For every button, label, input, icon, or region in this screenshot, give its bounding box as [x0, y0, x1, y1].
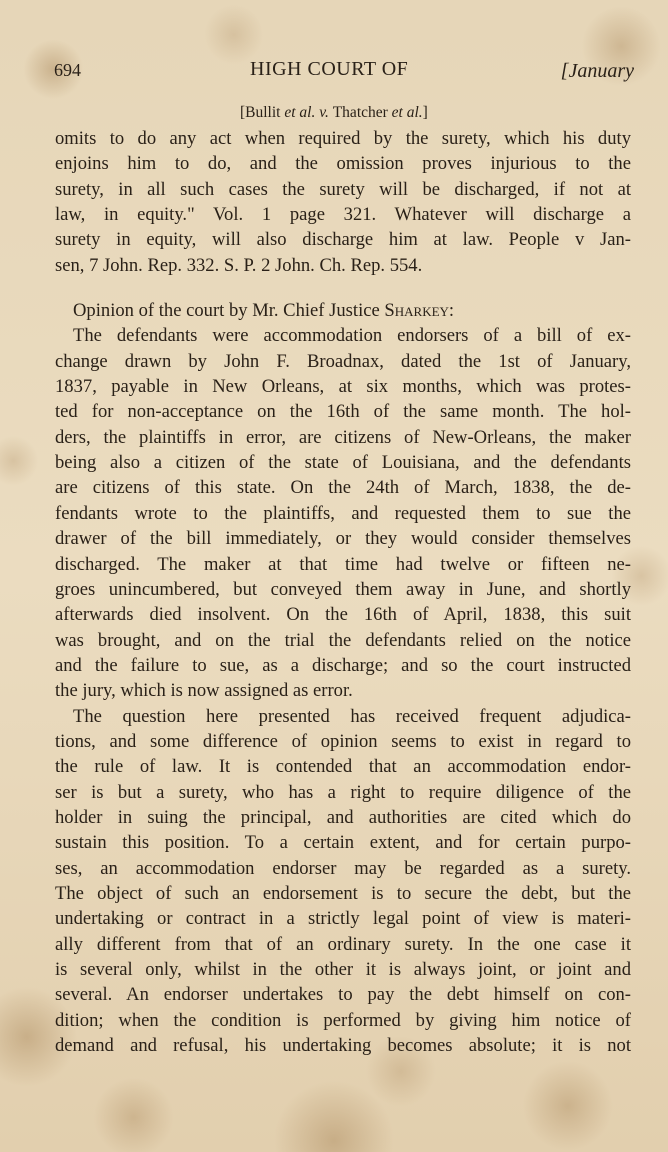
- text-line: drawer of the bill immediately, or they would consider themselves: [55, 528, 631, 550]
- section-gap: [55, 278, 631, 298]
- text-line: change drawn by John F. Broadnax, dated the 1st of January,: [55, 350, 631, 372]
- text-line: omits to do any act when required by the surety, which his duty: [55, 128, 631, 149]
- case-ref-et-al-1: et al.: [284, 104, 316, 121]
- opinion-heading-prefix: Opinion of the court by Mr. Chief Justice: [73, 300, 385, 322]
- text-line: the rule of law. It is contended that an accommodation endor-: [55, 756, 631, 778]
- body-text: [55, 126, 631, 1058]
- text-line: being also a citizen of the state of Louisiana, and the defendants: [55, 452, 631, 474]
- text-line: surety in equity, will also discharge him at law. People v Jan-: [55, 229, 631, 251]
- opinion-heading: [55, 298, 631, 323]
- text-line: are citizens of this state. On the 24th of March, 1838, the de-: [55, 477, 631, 499]
- case-reference: [240, 104, 428, 122]
- text-line: The defendants were accommodation endorsers of a bill of ex-: [73, 325, 631, 347]
- text-line: and the failure to sue, as a discharge; and so the court instructed: [55, 654, 631, 676]
- text-line: ders, the plaintiffs in error, are citizens of New-Orleans, the maker: [55, 426, 631, 448]
- text-line: The object of such an endorsement is to secure the debt, but the: [55, 882, 631, 904]
- text-line: fendants wrote to the plaintiffs, and requested them to sue the: [55, 502, 631, 524]
- text-line: was brought, and on the trial the defendants relied on the notice: [55, 629, 631, 651]
- text-line: dition; when the condition is performed by giving him notice of: [55, 1009, 631, 1031]
- text-line: enjoins him to do, and the omission proves injurious to the: [55, 153, 631, 175]
- opinion-heading-suffix: :: [448, 300, 455, 322]
- text-line: surety, in all such cases the surety will be discharged, if not at: [55, 178, 631, 200]
- text-line: demand and refusal, his undertaking becomes absolute; it is not: [55, 1035, 631, 1057]
- case-ref-open: [Bullit: [240, 104, 285, 121]
- text-line: tions, and some difference of opinion seems to exist in regard to: [55, 730, 631, 752]
- text-line: afterwards died insolvent. On the 16th of April, 1838, this suit: [55, 604, 631, 626]
- running-head: [54, 58, 634, 88]
- text-line: groes unincumbered, but conveyed them away in June, and shortly: [55, 578, 631, 600]
- text-line: undertaking or contract in a strictly legal point of view is materi-: [55, 908, 631, 930]
- text-line: ted for non-acceptance on the 16th of the same month. The hol-: [55, 401, 631, 423]
- text-line: ally different from that of an ordinary surety. In the one case it: [55, 933, 631, 955]
- text-line: ser is but a surety, who has a right to require diligence of the: [55, 781, 631, 803]
- text-line: sen, 7 John. Rep. 332. S. P. 2 John. Ch. Rep. 554.: [55, 254, 423, 276]
- case-ref-versus: v.: [315, 104, 333, 121]
- case-ref-defendant: Thatcher: [332, 104, 392, 121]
- text-line: 1837, payable in New Orleans, at six months, which was protes-: [55, 376, 631, 398]
- text-line: the jury, which is now assigned as error.: [55, 680, 353, 702]
- text-line: several. An endorser undertakes to pay the debt himself on con-: [55, 984, 631, 1006]
- text-line: is several only, whilst in the other it is always joint, or joint and: [55, 959, 631, 980]
- page-number: 694: [54, 60, 81, 80]
- text-line: discharged. The maker at that time had twelve or fifteen ne-: [55, 553, 631, 575]
- judge-name: Sharkey: [384, 300, 449, 322]
- text-line: holder in suing the principal, and authorities are cited which do: [55, 806, 631, 828]
- case-ref-close: ]: [422, 104, 428, 121]
- running-title: HIGH COURT OF: [250, 58, 409, 80]
- case-ref-et-al-2: et al.: [391, 104, 423, 121]
- text-line: ses, an accommodation endorser may be regarded as a surety.: [55, 857, 631, 879]
- text-line: law, in equity." Vol. 1 page 321. Whatever will discharge a: [55, 204, 631, 226]
- text-line: The question here presented has received frequent adjudica-: [73, 705, 631, 727]
- running-month: [January: [560, 60, 634, 82]
- text-line: sustain this position. To a certain extent, and for certain purpo-: [55, 832, 631, 854]
